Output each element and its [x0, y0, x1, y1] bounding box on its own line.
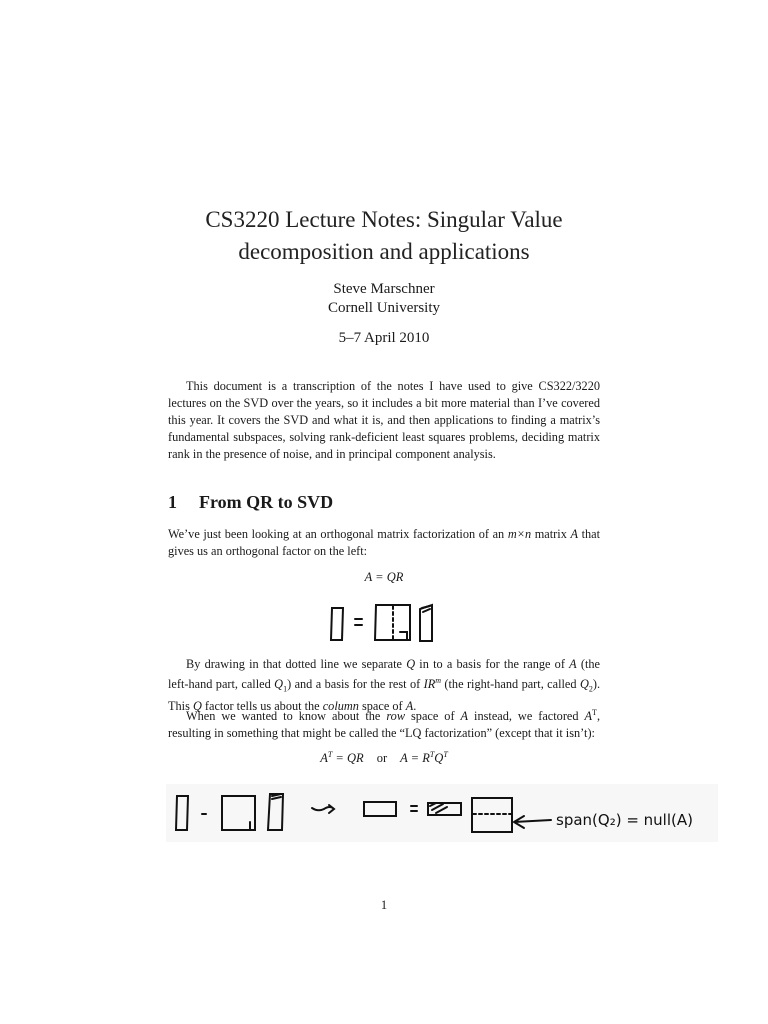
title-line-2: decomposition and applications: [238, 239, 530, 264]
paragraph-3: When we wanted to know about the row space of A instead, we factored $A^T$, resulting in something that might be called the “LQ factorization” (except that it isn’t):: [168, 708, 601, 740]
title-line-1: CS3220 Lecture Notes: Singular Value: [205, 207, 563, 232]
author-block: [0, 280, 768, 318]
paper-title: [0, 204, 768, 268]
author-name: Steve Marschner: [333, 281, 435, 297]
section-heading: [168, 492, 333, 513]
author-affiliation: Cornell University: [327, 300, 441, 316]
section-title: From QR to SVD: [199, 492, 334, 512]
paper-date: 5–7 April 2010: [338, 330, 430, 346]
section-number: 1: [168, 492, 177, 512]
handwritten-note: span(Q₂) = null(A): [556, 811, 693, 829]
page-number: 1: [380, 898, 388, 912]
paragraph-1: We’ve just been looking at an orthogonal matrix factorization of an m×n matrix A that gives us an orthogonal factor on the left:: [168, 527, 601, 558]
paragraph-2: By drawing in that dotted line we separate Q in to a basis for the range of A (the left-hand part, called $Q_1$) and a basis for the rest of $IR^m$ (the right-hand part, called $Q_2$). This Q factor tells us about the column space of A.: [168, 657, 601, 713]
equation-a-equals-qr: A = QR: [364, 570, 404, 584]
qr-diagram: [320, 600, 450, 646]
equation-lq: $A^T$ = QR or $A = R^TQ^T$: [320, 750, 448, 766]
abstract: This document is a transcription of the notes I have used to give CS322/3220 lectures on the SVD over the years, so it includes a bit more material than I’ve covered this year. It covers the SVD and what it is, and then applications to finding a matrix’s fundamental subspaces, solving rank-deficient least squares problems, deciding matrix rank in the presence of noise, and in principal component analysis.: [168, 379, 600, 461]
lq-diagram: [166, 784, 718, 842]
